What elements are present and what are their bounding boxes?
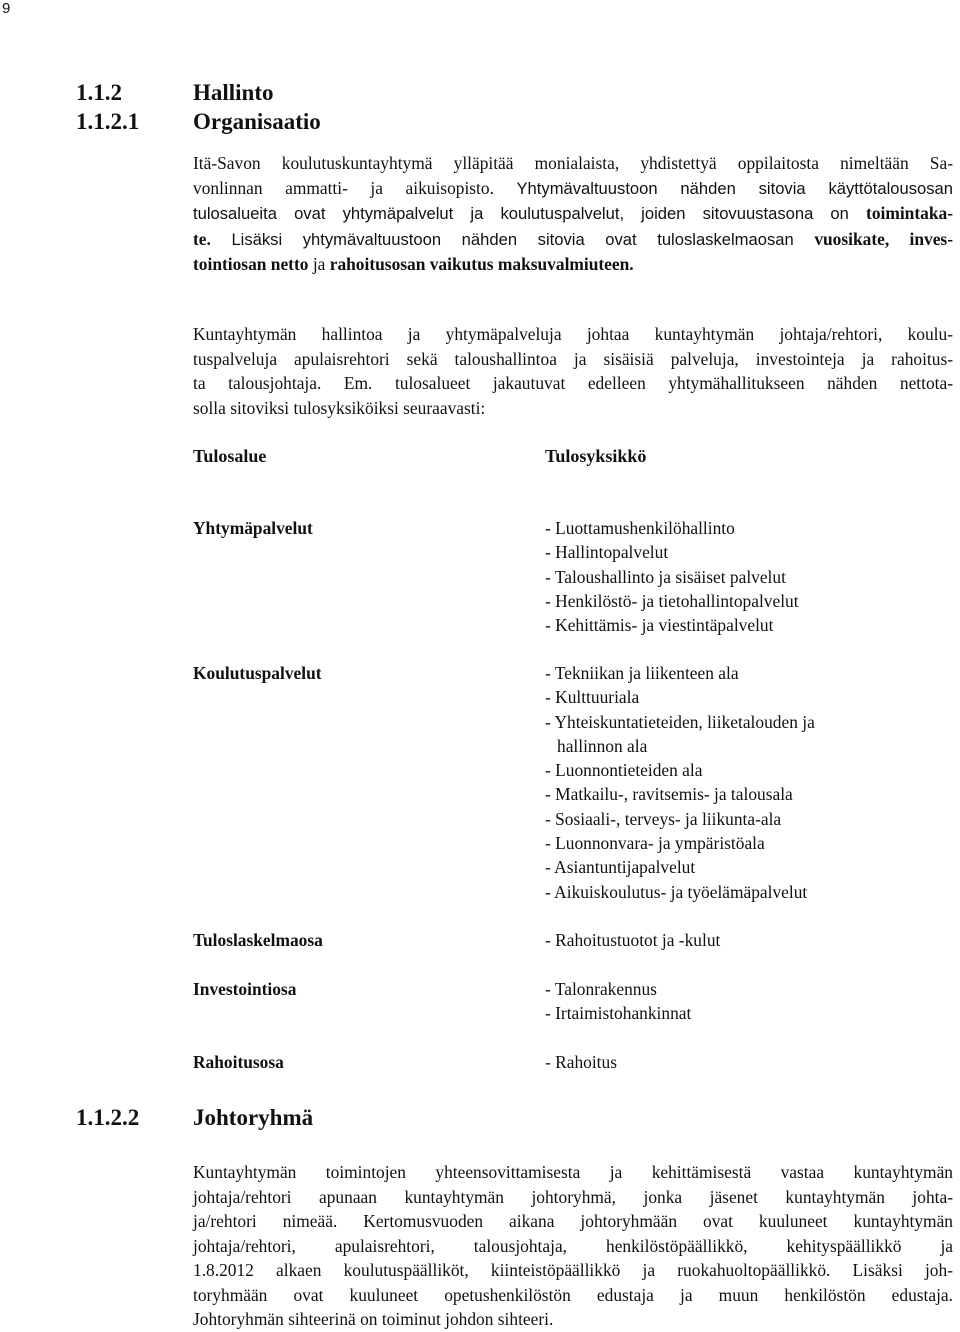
area-investointiosa: Investointiosa xyxy=(193,979,297,999)
section-title: Johtoryhmä xyxy=(193,1105,314,1130)
unit-item: - Yhteiskuntatieteiden, liiketalouden ja xyxy=(545,711,815,732)
unit-list-rahoitusosa xyxy=(545,1050,617,1074)
text-line: Itä-Savon koulutuskuntayhtymä ylläpitää monialaista, yhdistettyä oppilaitosta nimeltään Sa- xyxy=(193,153,953,173)
paragraph-johtoryhma xyxy=(193,1160,953,1332)
text-line: Kuntayhtymän hallintoa ja yhtymäpalveluja johtaa kuntayhtymän johtaja/rehtori, koulu- xyxy=(193,324,953,344)
bold-text: toimintaka- xyxy=(866,203,953,223)
unit-list-tuloslaskelmaosa xyxy=(545,928,720,952)
section-heading-hallinto xyxy=(76,79,274,107)
text-line xyxy=(193,252,953,277)
unit-list-koulutuspalvelut xyxy=(545,661,815,904)
unit-item: - Rahoitustuotot ja -kulut xyxy=(545,930,721,950)
unit-item: - Rahoitus xyxy=(545,1052,617,1072)
unit-item: - Irtaimistohankinnat xyxy=(545,1003,692,1024)
unit-item: - Aikuiskoulutus- ja työelämäpalvelut xyxy=(545,881,808,902)
section-heading-johtoryhma xyxy=(76,1104,313,1132)
text-line xyxy=(193,227,953,253)
bold-text: vuosikate, inves- xyxy=(814,228,953,249)
section-title: Hallinto xyxy=(193,80,274,105)
text-line xyxy=(193,176,953,202)
unit-item: - Asiantuntijapalvelut xyxy=(545,857,696,878)
bold-text: te. xyxy=(193,228,211,249)
unit-item: - Matkailu-, ravitsemis- ja talousala xyxy=(545,784,793,805)
area-yhtymapalvelut: Yhtymäpalvelut xyxy=(193,518,313,538)
text-span: Lisäksi yhtymävaltuustoon nähden sitovia ovat tuloslaskelmaosan xyxy=(210,229,815,249)
text-line: johtaja/rehtori apunaan kuntayhtymän johtoryhmä, jonka jäsenet kuntayhtymän johta- xyxy=(193,1186,953,1207)
area-koulutuspalvelut: Koulutuspalvelut xyxy=(193,663,322,683)
section-title: Organisaatio xyxy=(193,109,321,134)
text-span: Yhtymävaltuustoon nähden sitovia käyttötalousosan xyxy=(516,178,953,198)
text-line xyxy=(193,201,953,227)
paragraph-management xyxy=(193,322,953,420)
unit-item: hallinnon ala xyxy=(557,735,648,756)
text-line: 1.8.2012 alkaen koulutuspäälliköt, kiinteistöpäällikkö ja ruokahuoltopäällikkö. Lisäksi joh- xyxy=(193,1260,953,1280)
area-tuloslaskelmaosa: Tuloslaskelmaosa xyxy=(193,930,323,950)
text-line: johtaja/rehtori, apulaisrehtori, talousjohtaja, henkilöstöpäällikkö, kehityspäällikkö ja xyxy=(193,1235,953,1256)
column-header-tulosyksikko: Tulosyksikkö xyxy=(545,446,647,466)
section-heading-organisaatio xyxy=(76,108,321,136)
text-line: toryhmään ovat kuuluneet opetushenkilöstön edustaja ja muun henkilöstön edustaja. xyxy=(193,1284,953,1305)
unit-item: - Luonnonvara- ja ympäristöala xyxy=(545,833,765,854)
unit-item: - Kulttuuriala xyxy=(545,687,640,708)
bold-text: tointiosan netto xyxy=(193,254,309,274)
area-rahoitusosa: Rahoitusosa xyxy=(193,1052,284,1072)
text-span: ja xyxy=(308,254,330,274)
text-line: ja/rehtori nimeää. Kertomusvuoden aikana johtoryhmään ovat kuuluneet kuntayhtymän xyxy=(193,1211,953,1231)
paragraph-organisation xyxy=(193,151,953,277)
unit-item: - Kehittämis- ja viestintäpalvelut xyxy=(545,615,774,636)
unit-item: - Sosiaali-, terveys- ja liikunta-ala xyxy=(545,808,782,829)
text-line: Johtoryhmän sihteerinä on toiminut johdon sihteeri. xyxy=(193,1309,554,1329)
column-header-tulosalue: Tulosalue xyxy=(193,446,267,466)
unit-item: - Henkilöstö- ja tietohallintopalvelut xyxy=(545,590,799,611)
unit-list-investointiosa xyxy=(545,977,691,1026)
text-line: ta talousjohtaja. Em. tulosalueet jakautuvat edelleen yhtymähallitukseen nähden nettota- xyxy=(193,373,953,393)
section-number: 1.1.2 xyxy=(76,80,122,105)
unit-item: - Luottamushenkilöhallinto xyxy=(545,518,735,538)
unit-item: - Talonrakennus xyxy=(545,979,657,999)
text-line: tuspalveluja apulaisrehtori sekä taloushallintoa ja sisäisiä palveluja, investointeja ja rahoitus- xyxy=(193,348,953,369)
unit-list-yhtymapalvelut xyxy=(545,516,799,637)
page-number: 9 xyxy=(2,0,11,17)
text-span: vonlinnan ammatti- ja aikuisopisto. xyxy=(193,177,517,198)
unit-item: - Tekniikan ja liikenteen ala xyxy=(545,663,739,683)
bold-text: rahoitusosan vaikutus maksuvalmiuteen. xyxy=(329,254,634,274)
unit-item: - Hallintopalvelut xyxy=(545,542,669,563)
text-span: tulosalueita ovat yhtymäpalvelut ja koulutuspalvelut, joiden sitovuustasona on xyxy=(193,204,867,223)
section-number: 1.1.2.2 xyxy=(76,1105,140,1130)
section-number: 1.1.2.1 xyxy=(76,109,140,134)
unit-item: - Taloushallinto ja sisäiset palvelut xyxy=(545,566,786,587)
text-line: solla sitoviksi tulosyksiköiksi seuraavasti: xyxy=(193,397,486,418)
text-line: Kuntayhtymän toimintojen yhteensovittamisesta ja kehittämisestä vastaa kuntayhtymän xyxy=(193,1162,953,1182)
unit-item: - Luonnontieteiden ala xyxy=(545,760,703,781)
